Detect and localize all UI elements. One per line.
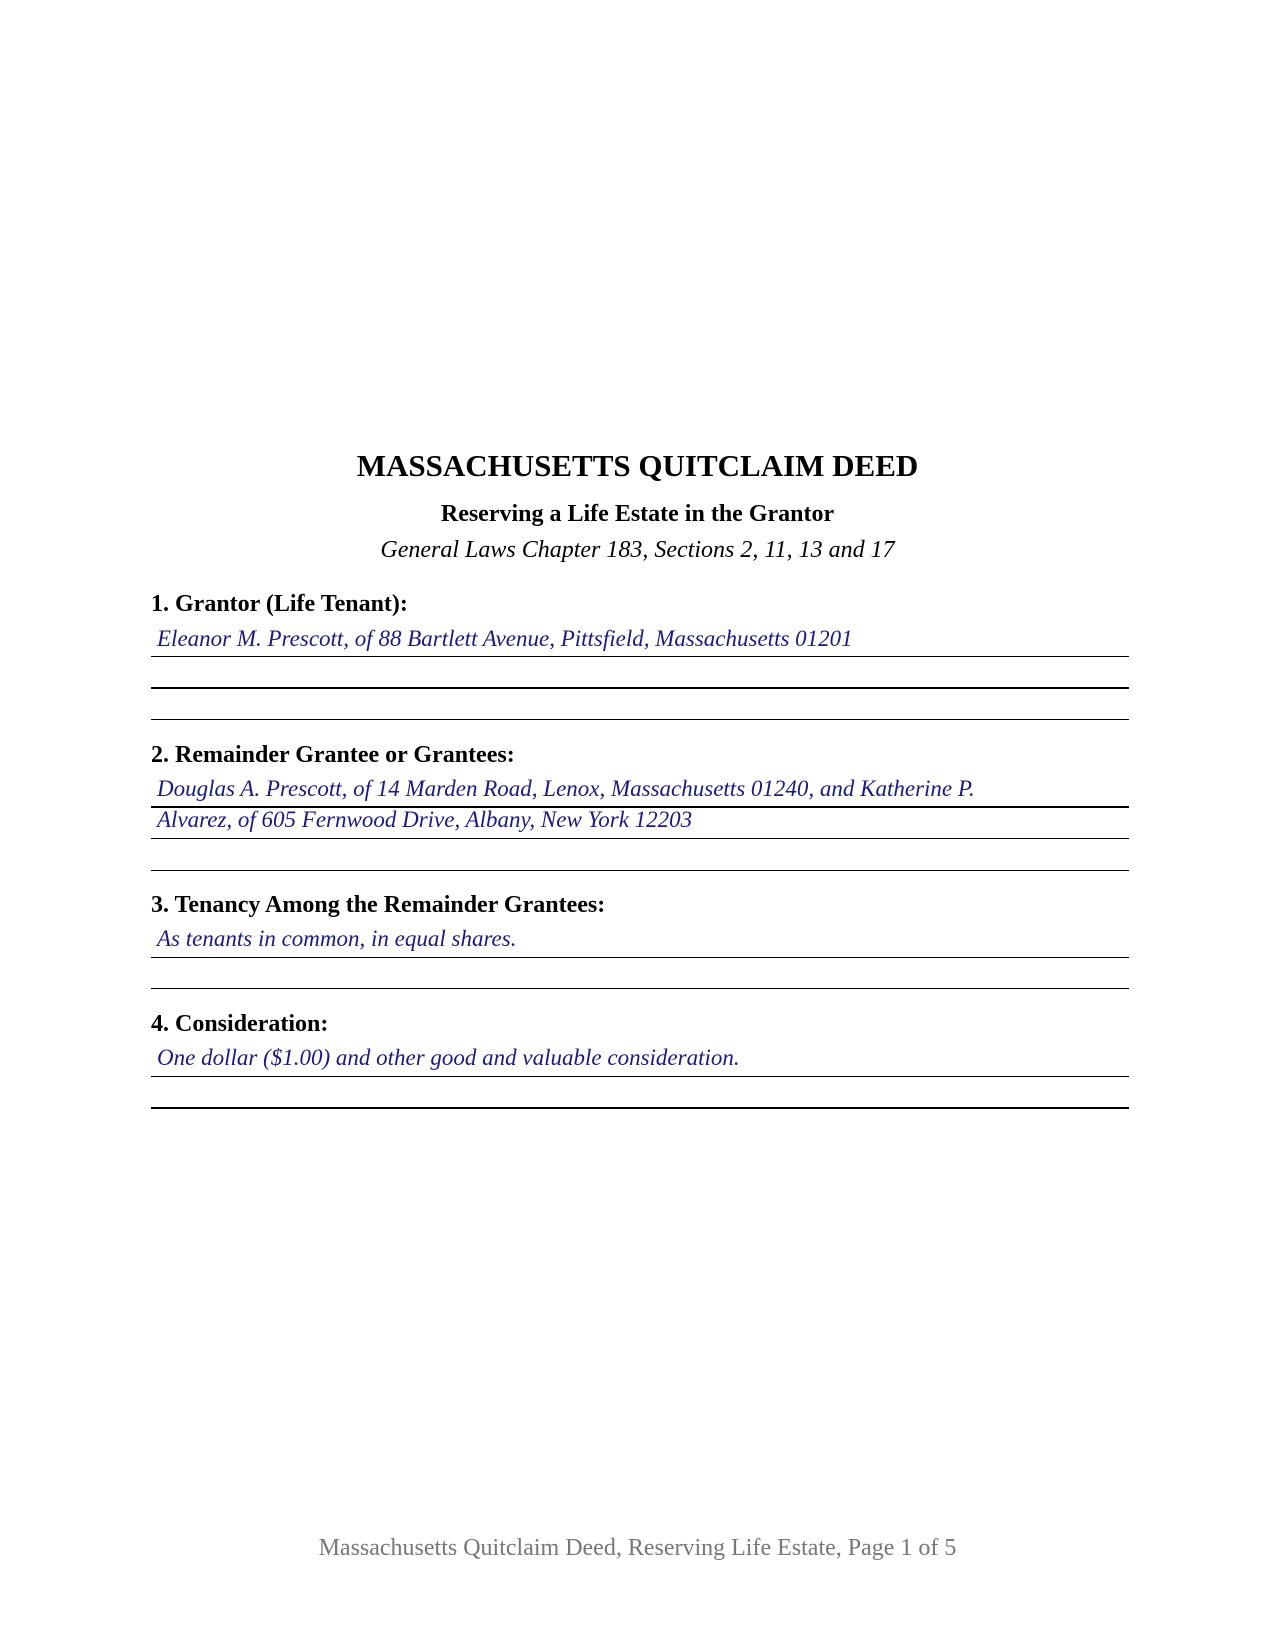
tenancy-line-1[interactable]: As tenants in common, in equal shares. (157, 926, 517, 951)
remainder-grantees-heading: 2. Remainder Grantee or Grantees: (151, 742, 515, 768)
tenancy-line-2-rule[interactable] (151, 988, 1129, 989)
consideration-line-1[interactable]: One dollar ($1.00) and other good and valuable consideration. (157, 1045, 740, 1070)
grantor-line-3-rule[interactable] (151, 719, 1129, 720)
document-title: MASSACHUSETTS QUITCLAIM DEED (356, 448, 919, 483)
remainder-grantees-line-3-rule[interactable] (151, 870, 1129, 871)
consideration-line-2-rule[interactable] (151, 1107, 1129, 1109)
grantor-line-2-rule[interactable] (151, 687, 1129, 689)
document-subtitle: Reserving a Life Estate in the Grantor (440, 501, 835, 527)
consideration-heading: 4. Consideration: (151, 1011, 329, 1037)
grantor-heading: 1. Grantor (Life Tenant): (151, 591, 408, 617)
page-footer: Massachusetts Quitclaim Deed, Reserving Life Estate, Page 1 of 5 (318, 1535, 957, 1561)
tenancy-line-1-rule (151, 957, 1129, 958)
grantor-line-1-rule (151, 656, 1129, 657)
tenancy-heading: 3. Tenancy Among the Remainder Grantees: (151, 892, 606, 918)
remainder-grantees-line-2-rule (151, 838, 1129, 839)
grantor-line-1[interactable]: Eleanor M. Prescott, of 88 Bartlett Avenue, Pittsfield, Massachusetts 01201 (157, 626, 853, 651)
statute-citation: General Laws Chapter 183, Sections 2, 11, 13 and 17 (380, 537, 895, 563)
remainder-grantees-line-1[interactable]: Douglas A. Prescott, of 14 Marden Road, Lenox, Massachusetts 01240, and Katherine P. (157, 776, 975, 801)
consideration-line-1-rule (151, 1076, 1129, 1077)
remainder-grantees-line-2[interactable]: Alvarez, of 605 Fernwood Drive, Albany, New York 12203 (157, 807, 693, 832)
